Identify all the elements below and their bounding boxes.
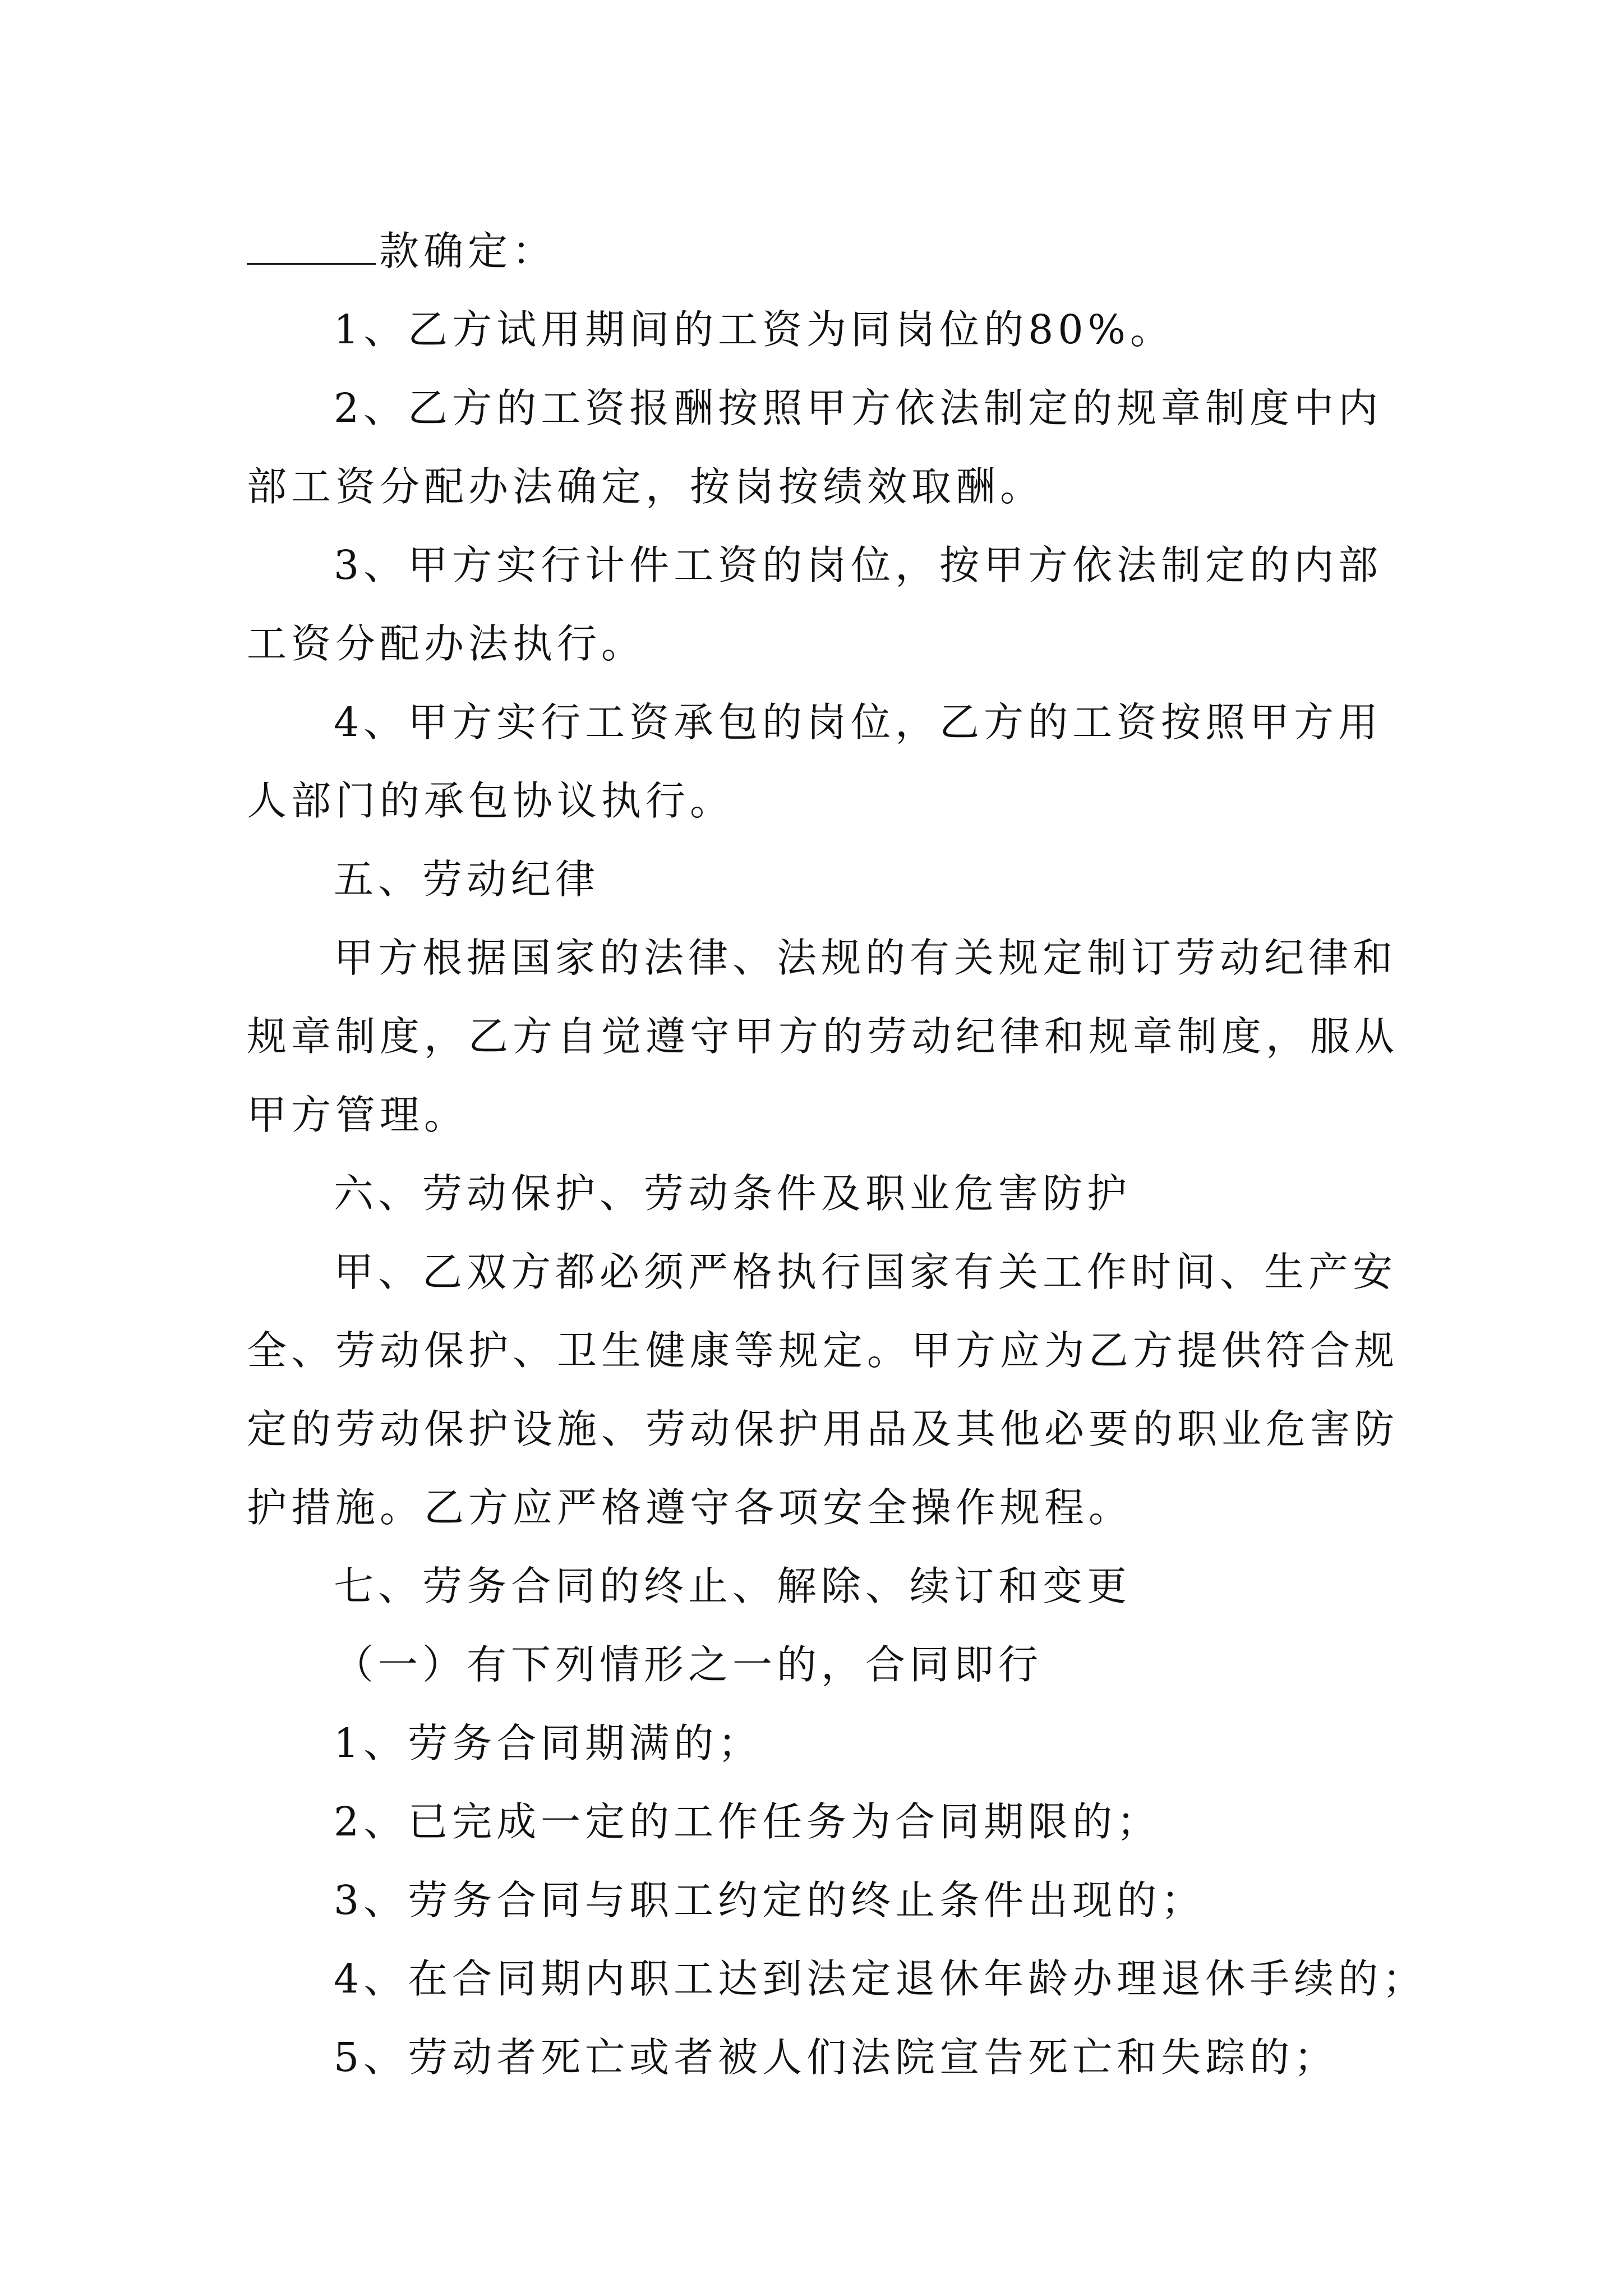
doc-line: 4、在合同期内职工达到法定退休年龄办理退休手续的； [334,1955,1427,2002]
doc-line: 护措施。乙方应严格遵守各项安全操作规程。 [247,1484,1133,1531]
doc-line: 5、劳动者死亡或者被人们法院宣告死亡和失踪的； [334,2034,1339,2081]
section-heading: 五、劳动纪律 [334,856,600,903]
doc-line: 1、乙方试用期间的工资为同岗位的80%。 [334,306,1174,353]
doc-line: （一）有下列情形之一的，合同即行 [334,1641,1043,1688]
section-heading: 六、劳动保护、劳动条件及职业危害防护 [334,1170,1132,1217]
section-heading: 七、劳务合同的终止、解除、续订和变更 [334,1563,1132,1609]
doc-line: 定的劳动保护设施、劳动保护用品及其他必要的职业危害防 [247,1406,1399,1452]
doc-line: 4、甲方实行工资承包的岗位，乙方的工资按照甲方用 [334,699,1383,746]
doc-line: 1、劳务合同期满的； [334,1720,763,1766]
doc-line: 工资分配办法执行。 [247,620,646,667]
doc-line: 3、劳务合同与职工约定的终止条件出现的； [334,1877,1206,1924]
doc-line: 甲方管理。 [247,1092,469,1138]
doc-line: 全、劳动保护、卫生健康等规定。甲方应为乙方提供符合规 [247,1327,1399,1374]
doc-line: 人部门的承包协议执行。 [247,777,735,824]
doc-line: 款确定： [247,212,1396,291]
fill-in-blank [247,229,376,265]
doc-line: 2、乙方的工资报酬按照甲方依法制定的规章制度中内 [334,385,1383,431]
doc-line: 2、已完成一定的工作任务为合同期限的； [334,1798,1161,1845]
doc-line: 3、甲方实行计件工资的岗位，按甲方依法制定的内部 [334,542,1383,588]
document-body [247,212,1427,2097]
doc-line: 甲、乙双方都必须严格执行国家有关工作时间、生产安 [334,1249,1398,1295]
doc-line: 规章制度，乙方自觉遵守甲方的劳动纪律和规章制度，服从 [247,1013,1399,1060]
doc-line: 甲方根据国家的法律、法规的有关规定制订劳动纪律和 [334,935,1398,981]
doc-line: 部工资分配办法确定，按岗按绩效取酬。 [247,463,1045,510]
